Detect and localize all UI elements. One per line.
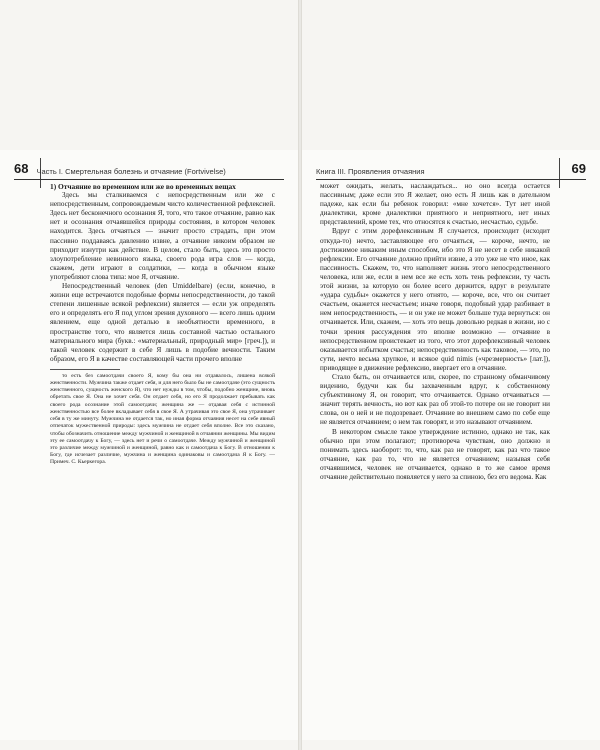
paragraph: Вдруг с этим дорефлексивным Я случается, происходит (исходит откуда-то) нечто, заставляющее его отчаяться, — короче, нечто, не достижимое никаким иным способом, ибо это Я не несет в себе никакой рефлексии. Его отчаяние должно прийти извне, а это уже не что иное, как пассивность. Скажем, то, что наполняет жизнь этого непосредственного человека, или же, если в нем все же есть хоть тень рефлексии, ту часть этой жизни, за которую он более всего держится, вдруг в результате «удара судьбы» окажется у него отнято, — короче, все, что он считает счастьем, окажется несчастьем; иначе говоря, подобный удар разбивает в нем непосредственность, — и он уже не может больше туда вернуться: он отчаивается. Или, скажем, — хоть это вещь довольно редкая в жизни, но с точки зрения рассуждения это вполне возможно — отчаяние в непосредственном проистекает из того, что этот дорефлексивный человек оказывается избытком счастья; непосредственность как таковое, — это, по сути, нечто весьма хрупкое, и всякое quid nimis («чрезмерность» [лат.]), приводящее в движение рефлексию, ввергает его в отчаяние.	[320, 227, 550, 372]
page-number: 68	[14, 161, 29, 176]
right-text-column	[320, 182, 550, 482]
paragraph: Стало быть, он отчаивается или, скорее, по странному обманчивому видению, будучи как бы захваченным вдруг, к собственному субъективному Я, он говорит, что отчаивается. Однако отчаиваться — значит терять вечность, но вот как раз об этой-то потере он не говорит ни слова, он о ней и не подозревает. Отчаяние во внешнем само по себе еще не является отчаянием; о нем так говорят, и это называют отчаянием.	[320, 372, 550, 427]
left-page-header	[14, 158, 284, 176]
right-page	[302, 150, 600, 740]
footnote	[50, 373, 275, 467]
section-heading: 1) Отчаяние во временном или же во временных вещах	[50, 182, 236, 191]
left-page	[0, 150, 298, 740]
footnote-rule	[50, 369, 120, 370]
right-page-header	[316, 158, 586, 176]
header-rule	[14, 179, 284, 180]
paragraph: может ожидать, желать, наслаждаться... но оно всегда остается пассивным; даже если это Я желает, оно есть Я лишь как в дательном падеже, как если бы ребенок говорил: «мне хочется». Тут нет иной диалектики, кроме диалектики приятного и неприятного, нет иных представлений, кроме тех, что относятся к счастью, несчастью, судьбе.	[320, 182, 550, 227]
paragraph: Здесь мы сталкиваемся с непосредственным или же с непосредственным, сопровождаемым чисто количественной рефлексией. Здесь нет бесконечного осознания Я, того, что такое отчаяние, равно как нет и осознания отчаявшейся природы состояния, в котором человек находится. Здесь отчаяться — значит просто страдать, при этом пассивно поддаваясь давлению извне, а отчаяние никоим образом не приходит изнутри как действие. В целом, стало быть, здесь это просто злоупотребление невинного языка, своего рода игра слов — когда, скажем, дети играют в солдатики, — когда в обычном языке употребляют слова типа: мое Я, отчаяние.	[50, 191, 275, 281]
running-head: Книга III. Проявления отчаяния	[316, 167, 425, 176]
page-number: 69	[571, 161, 586, 176]
paragraph: Непосредственный человек (den Umiddelbare) (если, конечно, в жизни еще встречаются подобные формы непосредственности, до такой степени лишенные всякой рефлексии) является — если уж определять его и определять его Я под углом зрения духовного — всего лишь одним явлением, еще одной деталью в необъятности временного, в пространстве того, что является лишь составной частью остального материального мира (букв.: «материальный, природный мир» [греч.]), и такой человек содержит в себе Я лишь в подобие вечности. Таким образом, его Я в качестве составляющей части прочего вполне	[50, 282, 275, 363]
paragraph: В некотором смысле такое утверждение истинно, однако не так, как обычно при этом полагают; противореча чувствам, оно должно и понимать здесь наоборот: то, что, как раз не говорят, как раз что такое отчаяние, как раз то, что не является отчаянием; называя себя отчаявшимся, человек не отчаивается, однако в то же самое время отчаяние действительно появляется у него за спиною, без его ведома. Как	[320, 427, 550, 481]
footnote-text: то есть без самоотдачи своего Я, кому бы она ни отдавалось, лишена всякой женственности. Мужчина также отдает себя, и для него было бы не самоотдаче (это сущность женственного, сущность женского Я), что нет нужды в том, чтобы, подобно женщине, вновь обретать свое Я. Она не хочет себя. Он отдает себя, но его Я продолжает пребывать как своего рода осознание этой самоотдачи; женщина же — отдавая себя с истинной женственностью все более вкладывает себя в свое Я. А утрачивая это свое Я, она утрачивает себя в ту же минуту. Мужчина не отдается так, но иная форма отчаяния несет на себе явный отпечаток мужественной природы: здесь мужчина не отдает себя вполне. Все это сказано, чтобы обозначить отношение между мужчиной и женщиной в отчаянии женщины. Мы видим эту ее самоотдачу к Богу, — здесь нет и речи о самоотдаче. Между мужчиной и женщиной это различие между мужчиной и женщиной, равно как и самоотдача к Богу. В отношении к Богу, где исчезает различие, мужчина и женщина одинаковы и самоотдача Я к Богу. — Примеч. С. Кьеркегора.	[50, 372, 275, 466]
left-text-column	[50, 182, 275, 467]
header-rule	[316, 179, 586, 180]
running-head: Часть I. Смертельная болезнь и отчаяние (Fortvivelse)	[36, 167, 226, 176]
